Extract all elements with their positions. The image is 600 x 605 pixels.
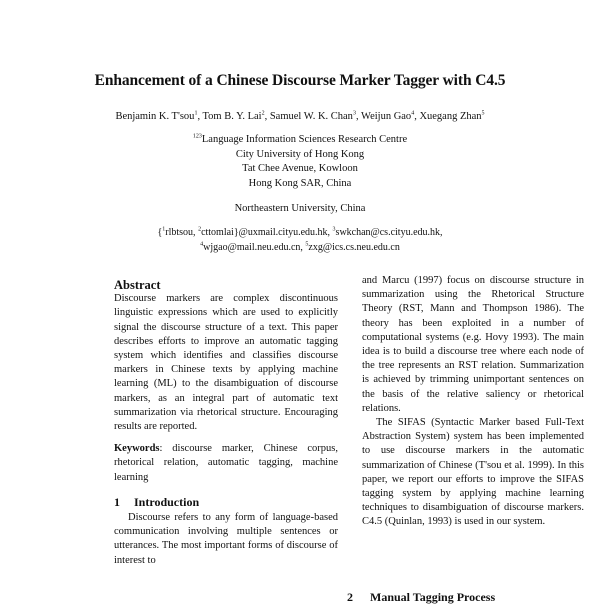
left-column [114,274,338,568]
abstract-heading: Abstract [114,278,161,292]
author-emails: {$^1$rlbtsou, $^2$cttomlai}@uxmail.cityu.edu.hk, $^3$swkchan@cs.cityu.edu.hk, $^4$wjgao@mail.neu.edu.cn, $^5$zxg@ics.cs.neu.edu.cn [157,226,443,253]
keywords: Keywords: discourse marker, Chinese corpus, rhetorical relation, automatic tagging, machine learning [114,443,338,483]
right-column [362,274,584,530]
author-5: Xuegang Zhan$^5$ [419,110,485,122]
introduction-text: Discourse refers to any form of language-based communication involving multiple sentences or utterances. The most important forms of discourse of interest to [114,512,338,566]
author-1: Benjamin K. T'sou$^1$ [115,110,198,122]
author-list: Benjamin K. T'sou$^1$, Tom B. Y. Lai$^2$, Samuel W. K. Chan$^3$, Weijun Gao$^4$, Xuegang Zhan$^5$ [115,110,485,122]
right-paragraph-1: and Marcu (1997) focus on discourse structure in summarization using the Rhetorical Structure Theory (RST, Mann and Thompson 1986). The theory has been exploited in a number of computational systems (e.g. Hovy 1993). The main idea is to build a discourse tree where each node of the tree represents an RST relation. Summarization is achieved by trimming unimportant sentences on the basis of the relative saliency or rhetorical relations. [362,275,584,414]
affiliation-2: Northeastern University, China [234,203,366,214]
author-2: Tom B. Y. Lai$^2$ [202,110,265,122]
paper-title: Enhancement of a Chinese Discourse Marker Tagger with C4.5 [94,72,506,89]
abstract-text: Discourse markers are complex discontinuous linguistic expressions which are used to explicitly signal the discourse structure of a text. This paper describes efforts to improve an automatic tagging system which identifies and classifies discourse markers in Chinese texts by applying machine learning (ML) to the disambiguation of discourse markers, as an integral part of automatic text summarization via rhetorical structure. Encouraging results are reported. [114,293,338,433]
right-paragraph-2: The SIFAS (Syntactic Marker based Full-Text Abstraction System) system has been implemented to use discourse markers in the automatic summarization of Chinese (T'sou et al. 1999). In this paper, we report our efforts to improve the SIFAS tagging system by applying machine learning techniques to disambiguation of discourse markers. C4.5 (Quinlan, 1993) is used in our system. [362,417,584,528]
author-4: Weijun Gao$^4$ [361,110,415,122]
section-1-heading: 1 Introduction [114,494,200,509]
author-3: Samuel W. K. Chan$^3$ [269,110,356,122]
section-2-heading: 2 Manual Tagging Process [347,590,496,604]
affiliation-1: $^{123}$Language Information Sciences Research Centre City University of Hong Kong Tat Chee Avenue, Kowloon Hong Kong SAR, China [192,133,408,189]
